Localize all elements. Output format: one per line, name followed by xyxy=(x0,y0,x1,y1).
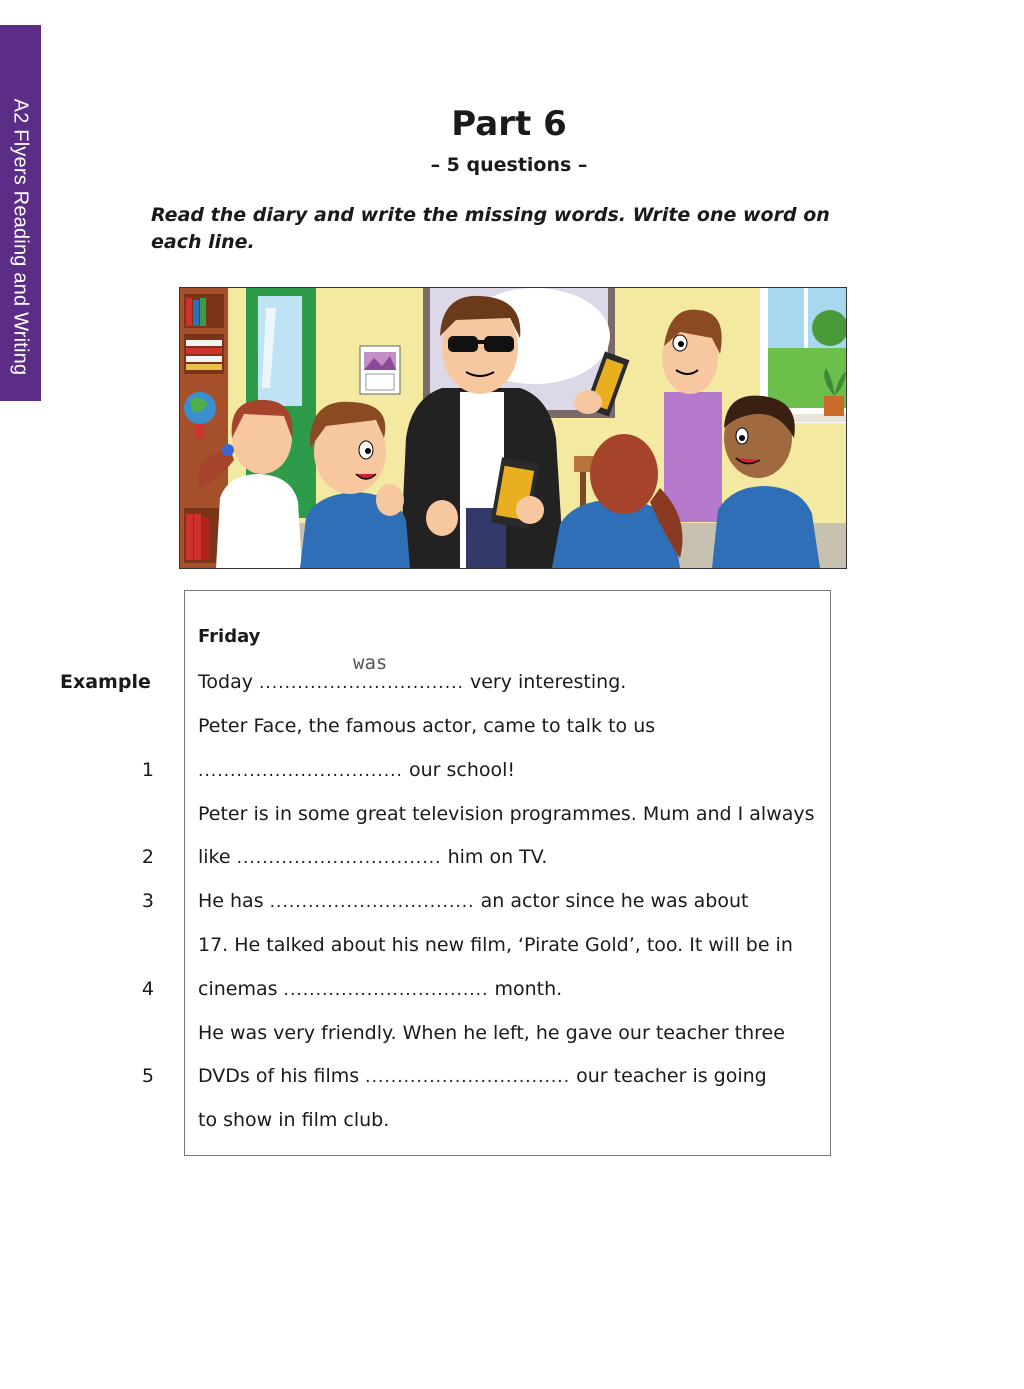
line-text-after: very interesting. xyxy=(463,671,627,693)
diary-line: Peter is in some great television programmes. Mum and I always xyxy=(198,803,815,825)
diary-day: Friday xyxy=(198,626,261,647)
answer-blank-5[interactable]: ................................ xyxy=(365,1067,571,1087)
line-text-after: an actor since he was about xyxy=(474,890,749,912)
line-text-before: cinemas xyxy=(198,978,284,1000)
line-text-after: him on TV. xyxy=(441,846,548,868)
classroom-illustration xyxy=(179,287,847,569)
example-answer: was xyxy=(353,652,388,674)
diary-line: to show in film club. xyxy=(198,1109,390,1131)
line-text-after: our school! xyxy=(402,759,516,781)
answer-blank-2[interactable]: ................................ xyxy=(236,848,442,868)
side-tab-label: A2 Flyers Reading and Writing xyxy=(9,98,32,376)
line-text-before: Today xyxy=(198,671,259,693)
example-label: Example xyxy=(60,671,151,693)
classroom-picture xyxy=(180,288,846,568)
diary-line: Peter Face, the famous actor, came to talk to us xyxy=(198,715,656,737)
line-text-after: our teacher is going xyxy=(570,1065,767,1087)
question-number-2: 2 xyxy=(141,846,154,868)
answer-blank-example xyxy=(259,652,464,696)
page-subtitle: – 5 questions – xyxy=(430,154,588,176)
diary-line: He was very friendly. When he left, he gave our teacher three xyxy=(198,1022,785,1044)
side-tab xyxy=(0,25,41,401)
line-text-before: He has xyxy=(198,890,270,912)
instructions: Read the diary and write the missing words. Write one word on each line. xyxy=(151,204,830,253)
question-number-5: 5 xyxy=(141,1065,154,1087)
diary-line-q5 xyxy=(198,1063,767,1090)
question-number-3: 3 xyxy=(141,890,154,912)
line-text-before: DVDs of his films xyxy=(198,1065,366,1087)
diary-line-q2 xyxy=(198,844,547,871)
dots: ................................ xyxy=(259,673,464,693)
line-text-after: month. xyxy=(488,978,563,1000)
question-number-1: 1 xyxy=(141,759,154,781)
diary-line-q1 xyxy=(198,757,515,784)
question-number-4: 4 xyxy=(141,978,154,1000)
page-title: Part 6 xyxy=(451,104,567,144)
answer-blank-3[interactable]: ................................ xyxy=(269,892,475,912)
diary-line-q4 xyxy=(198,976,562,1003)
diary-line-q3 xyxy=(198,888,748,915)
diary-line: 17. He talked about his new film, ‘Pirate Gold’, too. It will be in xyxy=(198,934,793,956)
answer-blank-1[interactable]: ................................ xyxy=(198,761,403,781)
diary-line-example xyxy=(198,652,627,696)
answer-blank-4[interactable]: ................................ xyxy=(283,980,489,1000)
line-text-before: like xyxy=(198,846,237,868)
